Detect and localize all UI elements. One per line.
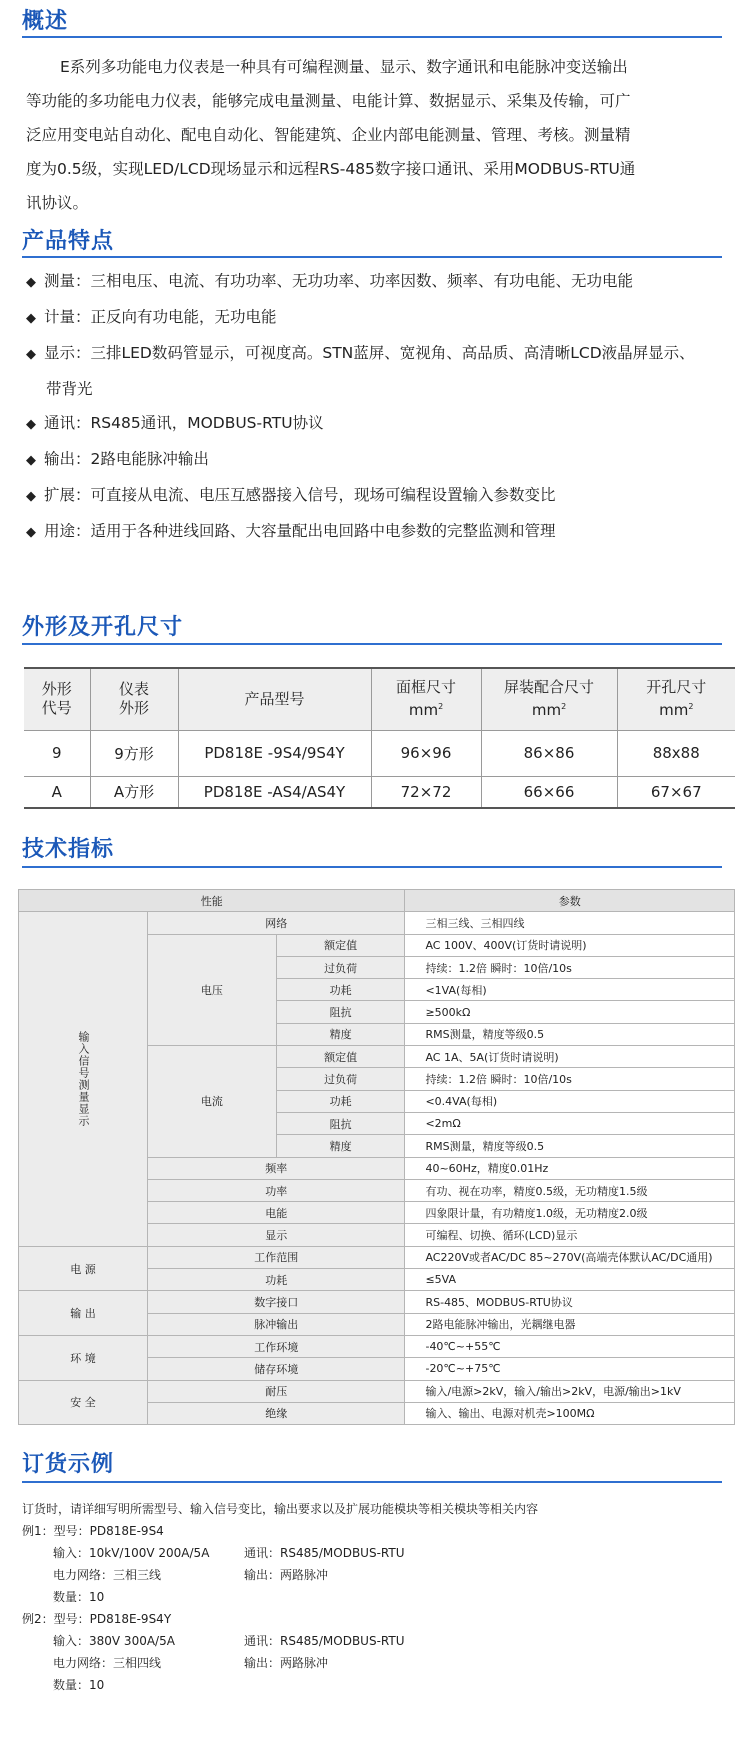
spec-value: <2mΩ (405, 1112, 735, 1134)
feature-item: ◆ 显示：三排LED数码管显示，可视度高。STN蓝屏、宽视角、高品质、高清晰LCD液晶屏显示、 (26, 336, 695, 372)
spec-value: ≥500kΩ (405, 1001, 735, 1023)
section-title-dimensions: 外形及开孔尺寸 (22, 615, 184, 640)
feature-item-continued: 带背光 (46, 380, 93, 398)
table-cell: 96×96 (371, 730, 481, 776)
example2-model: 例2：型号：PD818E-9S4Y (22, 1612, 172, 1626)
spec-value: -20℃~+75℃ (405, 1358, 735, 1380)
header-frame-size: 面框尺寸 $mm^2$ (371, 668, 481, 730)
spec-label: 网络 (148, 912, 405, 934)
table-cell: PD818E -9S4/9S4Y (178, 730, 371, 776)
example1-input: 输入：10kV/100V 200A/5A (53, 1546, 210, 1560)
table-cell: 86×86 (481, 730, 617, 776)
spec-value: ≤5VA (405, 1269, 735, 1291)
spec-value: AC 1A、5A(订货时请说明) (405, 1046, 735, 1068)
diamond-bullet-icon: ◆ (26, 417, 36, 432)
spec-label: 显示 (148, 1224, 405, 1246)
spec-value: 输入/电源>2kV，输入/输出>2kV，电源/输出>1kV (405, 1380, 735, 1402)
spec-group-environment: 环 境 (19, 1335, 148, 1380)
spec-value: 40~60Hz，精度0.01Hz (405, 1157, 735, 1179)
table-row (19, 1246, 735, 1268)
spec-group-supply: 电 源 (19, 1246, 148, 1291)
spec-label: 阻抗 (276, 1112, 405, 1134)
section-title-features: 产品特点 (22, 229, 115, 254)
spec-label: 功耗 (276, 979, 405, 1001)
spec-label: 功耗 (276, 1090, 405, 1112)
spec-label: 数字接口 (148, 1291, 405, 1313)
order-intro: 订货时，请详细写明所需型号、输入信号变比，输出要求以及扩展功能模块等相关模块等相关内容 (22, 1502, 539, 1516)
table-cell: 66×66 (481, 776, 617, 808)
spec-subgroup-voltage: 电压 (148, 934, 277, 1045)
example2-input: 输入：380V 300A/5A (53, 1634, 175, 1648)
dimension-table-header (24, 668, 735, 730)
spec-subgroup-current: 电流 (148, 1046, 277, 1157)
example1-model: 例1：型号：PD818E-9S4 (22, 1524, 164, 1538)
spec-value: <0.4VA(每相) (405, 1090, 735, 1112)
feature-item: ◆ 用途：适用于各种进线回路、大容量配出电回路中电参数的完整监测和管理 (26, 514, 695, 550)
section-title-order: 订货示例 (22, 1452, 115, 1477)
table-row (24, 776, 735, 808)
spec-table (18, 889, 735, 1425)
spec-value: 持续：1.2倍 瞬时：10倍/10s (405, 956, 735, 978)
spec-value: 输入、输出、电源对机壳>100MΩ (405, 1402, 735, 1424)
section-divider (22, 643, 722, 645)
spec-label: 电能 (148, 1202, 405, 1224)
spec-value: 可编程、切换、循环(LCD)显示 (405, 1224, 735, 1246)
section-title-overview: 概述 (22, 9, 69, 34)
spec-value: 持续：1.2倍 瞬时：10倍/10s (405, 1068, 735, 1090)
spec-value: 三相三线、三相四线 (405, 912, 735, 934)
example1-comm: 通讯：RS485/MODBUS-RTU (244, 1546, 405, 1560)
spec-value: -40℃~+55℃ (405, 1335, 735, 1357)
table-cell: A方形 (90, 776, 178, 808)
table-cell: 9 (24, 730, 90, 776)
spec-group-output: 输 出 (19, 1291, 148, 1336)
spec-value: 四象限计量，有功精度1.0级，无功精度2.0级 (405, 1202, 735, 1224)
spec-value: 有功、视在功率，精度0.5级，无功精度1.5级 (405, 1179, 735, 1201)
table-cell: 9方形 (90, 730, 178, 776)
spec-value: AC220V或者AC/DC 85~270V(高端壳体默认AC/DC通用) (405, 1246, 735, 1268)
diamond-bullet-icon: ◆ (26, 525, 36, 540)
feature-item: ◆ 输出：2路电能脉冲输出 (26, 442, 695, 478)
example1-output: 输出：两路脉冲 (244, 1568, 329, 1582)
example1-network: 电力网络：三相三线 (53, 1568, 162, 1582)
feature-item: ◆ 测量：三相电压、电流、有功功率、无功功率、功率因数、频率、有功电能、无功电能 (26, 264, 695, 300)
overview-line: 度为0.5级，实现LED/LCD现场显示和远程RS-485数字接口通讯、采用MODBUS-RTU通 (26, 160, 636, 178)
example1-quantity: 数量：10 (53, 1590, 105, 1604)
spec-header-row (19, 890, 735, 912)
example2-output: 输出：两路脉冲 (244, 1656, 329, 1670)
table-row (19, 1335, 735, 1357)
table-cell: 72×72 (371, 776, 481, 808)
overview-line: E系列多功能电力仪表是一种具有可编程测量、显示、数字通讯和电能脉冲变送输出 (60, 58, 628, 76)
table-row (19, 912, 735, 934)
feature-item: ◆ 扩展：可直接从电流、电压互感器接入信号，现场可编程设置输入参数变比 (26, 478, 695, 514)
diamond-bullet-icon: ◆ (26, 453, 36, 468)
spec-label: 工作环境 (148, 1335, 405, 1357)
spec-label: 额定值 (276, 1046, 405, 1068)
table-cell: PD818E -AS4/AS4Y (178, 776, 371, 808)
spec-label: 频率 (148, 1157, 405, 1179)
table-row (24, 730, 735, 776)
spec-label: 额定值 (276, 934, 405, 956)
spec-header-parameter: 参数 (405, 890, 735, 912)
spec-value: AC 100V、400V(订货时请说明) (405, 934, 735, 956)
order-examples (22, 1500, 732, 1700)
spec-group-input: 输入信号测量显示 (19, 912, 148, 1246)
spec-value: RMS测量，精度等级0.5 (405, 1023, 735, 1045)
table-row (19, 1380, 735, 1402)
table-cell: 88x88 (617, 730, 735, 776)
header-meter-shape: 仪表 外形 (90, 668, 178, 730)
overview-line: 泛应用变电站自动化、配电自动化、智能建筑、企业内部电能测量、管理、考核。测量精 (26, 126, 631, 144)
overview-paragraph (26, 50, 726, 220)
spec-label: 阻抗 (276, 1001, 405, 1023)
table-cell: A (24, 776, 90, 808)
spec-label: 功耗 (148, 1269, 405, 1291)
overview-line: 等功能的多功能电力仪表，能够完成电量测量、电能计算、数据显示、采集及传输，可广 (26, 92, 631, 110)
feature-item: ◆ 计量：正反向有功电能，无功电能 (26, 300, 695, 336)
feature-item: ◆ 通讯：RS485通讯，MODBUS-RTU协议 (26, 406, 695, 442)
spec-value: <1VA(每相) (405, 979, 735, 1001)
example2-comm: 通讯：RS485/MODBUS-RTU (244, 1634, 405, 1648)
spec-label: 功率 (148, 1179, 405, 1201)
header-fit-size: 屏装配合尺寸 $mm^2$ (481, 668, 617, 730)
table-row (19, 1291, 735, 1313)
spec-label: 过负荷 (276, 1068, 405, 1090)
spec-label: 工作范围 (148, 1246, 405, 1268)
diamond-bullet-icon: ◆ (26, 347, 36, 362)
feature-list (26, 264, 695, 550)
section-divider (22, 1481, 722, 1483)
header-cutout-size: 开孔尺寸 $mm^2$ (617, 668, 735, 730)
header-shape-code: 外形 代号 (24, 668, 90, 730)
overview-line: 讯协议。 (26, 194, 89, 212)
diamond-bullet-icon: ◆ (26, 489, 36, 504)
spec-label: 精度 (276, 1135, 405, 1157)
diamond-bullet-icon: ◆ (26, 311, 36, 326)
spec-label: 绝缘 (148, 1402, 405, 1424)
spec-value: RS-485、MODBUS-RTU协议 (405, 1291, 735, 1313)
section-divider (22, 866, 722, 868)
spec-header-performance: 性能 (19, 890, 405, 912)
example2-quantity: 数量：10 (53, 1678, 105, 1692)
spec-value: 2路电能脉冲输出，光耦继电器 (405, 1313, 735, 1335)
header-model: 产品型号 (178, 668, 371, 730)
spec-value: RMS测量，精度等级0.5 (405, 1135, 735, 1157)
section-divider (22, 256, 722, 258)
spec-label: 脉冲输出 (148, 1313, 405, 1335)
table-cell: 67×67 (617, 776, 735, 808)
spec-label: 精度 (276, 1023, 405, 1045)
example2-network: 电力网络：三相四线 (53, 1656, 162, 1670)
spec-label: 储存环境 (148, 1358, 405, 1380)
spec-group-safety: 安 全 (19, 1380, 148, 1425)
section-divider (22, 36, 722, 38)
section-title-specs: 技术指标 (22, 837, 115, 862)
diamond-bullet-icon: ◆ (26, 275, 36, 290)
spec-label: 过负荷 (276, 956, 405, 978)
spec-label: 耐压 (148, 1380, 405, 1402)
dimension-table (24, 667, 735, 809)
